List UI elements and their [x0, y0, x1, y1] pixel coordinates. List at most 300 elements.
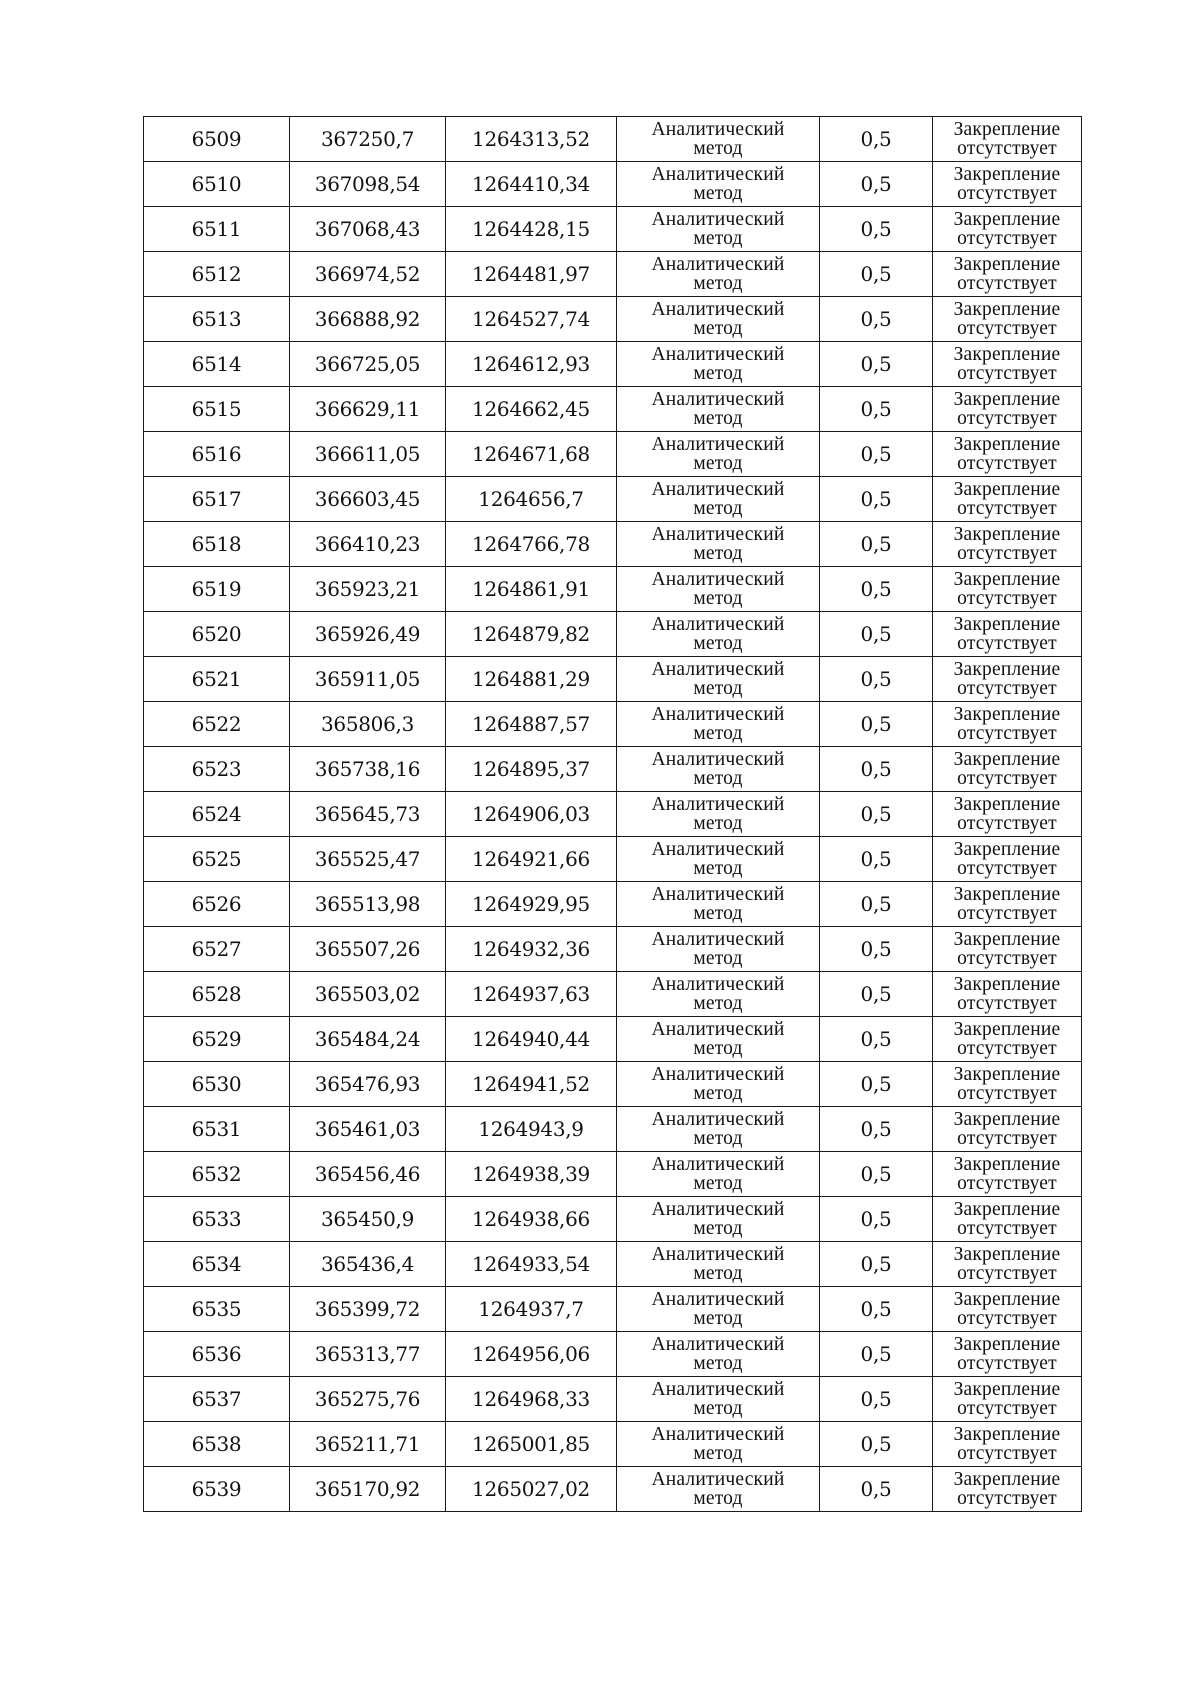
- method-cell: [617, 252, 820, 297]
- method-cell-line1: Аналитический: [651, 119, 785, 140]
- accuracy-cell: 0,5: [820, 1242, 933, 1287]
- y-coordinate-cell: 1264612,93: [446, 342, 617, 387]
- fixing-cell-line1: Закрепление: [953, 659, 1061, 680]
- table-row: [144, 1242, 1082, 1287]
- fixing-cell-line1: Закрепление: [953, 1109, 1061, 1130]
- method-cell-line2: метод: [693, 318, 743, 339]
- fixing-cell: [933, 1377, 1082, 1422]
- method-cell-line1: Аналитический: [651, 524, 785, 545]
- point-number-cell: 6531: [144, 1107, 290, 1152]
- method-cell-line2: метод: [693, 363, 743, 384]
- y-coordinate-cell: 1264410,34: [446, 162, 617, 207]
- table-row: [144, 567, 1082, 612]
- fixing-cell: [933, 882, 1082, 927]
- y-coordinate-cell: 1264671,68: [446, 432, 617, 477]
- fixing-cell-line2: отсутствует: [957, 993, 1057, 1014]
- y-coordinate-cell: 1265001,85: [446, 1422, 617, 1467]
- accuracy-cell: 0,5: [820, 342, 933, 387]
- y-coordinate-cell: 1264481,97: [446, 252, 617, 297]
- accuracy-cell: 0,5: [820, 477, 933, 522]
- method-cell-line2: метод: [693, 138, 743, 159]
- accuracy-cell: 0,5: [820, 567, 933, 612]
- point-number-cell: 6509: [144, 117, 290, 162]
- method-cell: [617, 342, 820, 387]
- method-cell: [617, 882, 820, 927]
- method-cell-line2: метод: [693, 858, 743, 879]
- table-row: [144, 1467, 1082, 1512]
- method-cell: [617, 1377, 820, 1422]
- accuracy-cell: 0,5: [820, 927, 933, 972]
- x-coordinate-cell: 366629,11: [290, 387, 446, 432]
- accuracy-cell: 0,5: [820, 387, 933, 432]
- x-coordinate-cell: 365275,76: [290, 1377, 446, 1422]
- method-cell: [617, 1332, 820, 1377]
- point-number-cell: 6513: [144, 297, 290, 342]
- method-cell-line1: Аналитический: [651, 659, 785, 680]
- table-row: [144, 747, 1082, 792]
- x-coordinate-cell: 365170,92: [290, 1467, 446, 1512]
- method-cell-line2: метод: [693, 498, 743, 519]
- x-coordinate-cell: 366611,05: [290, 432, 446, 477]
- x-coordinate-cell: 366603,45: [290, 477, 446, 522]
- x-coordinate-cell: 366974,52: [290, 252, 446, 297]
- table-row: [144, 117, 1082, 162]
- fixing-cell-line1: Закрепление: [953, 704, 1061, 725]
- accuracy-cell: 0,5: [820, 1377, 933, 1422]
- fixing-cell-line1: Закрепление: [953, 929, 1061, 950]
- table-row: [144, 882, 1082, 927]
- accuracy-cell: 0,5: [820, 1197, 933, 1242]
- x-coordinate-cell: 365507,26: [290, 927, 446, 972]
- point-number-cell: 6538: [144, 1422, 290, 1467]
- method-cell: [617, 612, 820, 657]
- point-number-cell: 6537: [144, 1377, 290, 1422]
- fixing-cell: [933, 297, 1082, 342]
- table-row: [144, 1062, 1082, 1107]
- method-cell-line1: Аналитический: [651, 794, 785, 815]
- method-cell: [617, 972, 820, 1017]
- fixing-cell-line2: отсутствует: [957, 1308, 1057, 1329]
- coordinates-table: [143, 116, 1082, 1512]
- fixing-cell-line2: отсутствует: [957, 678, 1057, 699]
- x-coordinate-cell: 365484,24: [290, 1017, 446, 1062]
- table-row: [144, 702, 1082, 747]
- fixing-cell-line2: отсутствует: [957, 813, 1057, 834]
- point-number-cell: 6526: [144, 882, 290, 927]
- fixing-cell-line2: отсутствует: [957, 858, 1057, 879]
- accuracy-cell: 0,5: [820, 207, 933, 252]
- fixing-cell-line2: отсутствует: [957, 273, 1057, 294]
- table-row: [144, 1107, 1082, 1152]
- fixing-cell-line1: Закрепление: [953, 974, 1061, 995]
- fixing-cell-line1: Закрепление: [953, 749, 1061, 770]
- accuracy-cell: 0,5: [820, 252, 933, 297]
- accuracy-cell: 0,5: [820, 1422, 933, 1467]
- x-coordinate-cell: 367098,54: [290, 162, 446, 207]
- method-cell-line1: Аналитический: [651, 434, 785, 455]
- accuracy-cell: 0,5: [820, 657, 933, 702]
- fixing-cell-line1: Закрепление: [953, 1424, 1061, 1445]
- method-cell-line2: метод: [693, 543, 743, 564]
- point-number-cell: 6522: [144, 702, 290, 747]
- method-cell-line2: метод: [693, 768, 743, 789]
- fixing-cell-line1: Закрепление: [953, 344, 1061, 365]
- fixing-cell-line1: Закрепление: [953, 1379, 1061, 1400]
- point-number-cell: 6510: [144, 162, 290, 207]
- table-row: [144, 1017, 1082, 1062]
- method-cell-line2: метод: [693, 1083, 743, 1104]
- y-coordinate-cell: 1264937,7: [446, 1287, 617, 1332]
- fixing-cell: [933, 1242, 1082, 1287]
- y-coordinate-cell: 1264861,91: [446, 567, 617, 612]
- fixing-cell: [933, 702, 1082, 747]
- x-coordinate-cell: 365738,16: [290, 747, 446, 792]
- y-coordinate-cell: 1265027,02: [446, 1467, 617, 1512]
- method-cell-line1: Аналитический: [651, 749, 785, 770]
- accuracy-cell: 0,5: [820, 1107, 933, 1152]
- method-cell-line1: Аналитический: [651, 1334, 785, 1355]
- method-cell-line1: Аналитический: [651, 389, 785, 410]
- method-cell-line2: метод: [693, 903, 743, 924]
- point-number-cell: 6536: [144, 1332, 290, 1377]
- table-row: [144, 1197, 1082, 1242]
- fixing-cell: [933, 342, 1082, 387]
- fixing-cell-line2: отсутствует: [957, 318, 1057, 339]
- fixing-cell: [933, 117, 1082, 162]
- fixing-cell-line2: отсутствует: [957, 903, 1057, 924]
- accuracy-cell: 0,5: [820, 1017, 933, 1062]
- fixing-cell-line2: отсутствует: [957, 1488, 1057, 1509]
- point-number-cell: 6524: [144, 792, 290, 837]
- y-coordinate-cell: 1264940,44: [446, 1017, 617, 1062]
- method-cell-line1: Аналитический: [651, 1064, 785, 1085]
- fixing-cell-line1: Закрепление: [953, 1064, 1061, 1085]
- table-row: [144, 972, 1082, 1017]
- point-number-cell: 6519: [144, 567, 290, 612]
- y-coordinate-cell: 1264887,57: [446, 702, 617, 747]
- fixing-cell-line2: отсутствует: [957, 1443, 1057, 1464]
- fixing-cell: [933, 1152, 1082, 1197]
- fixing-cell: [933, 972, 1082, 1017]
- fixing-cell-line1: Закрепление: [953, 524, 1061, 545]
- y-coordinate-cell: 1264956,06: [446, 1332, 617, 1377]
- method-cell-line1: Аналитический: [651, 1109, 785, 1130]
- method-cell-line2: метод: [693, 993, 743, 1014]
- method-cell-line2: метод: [693, 678, 743, 699]
- table-row: [144, 1332, 1082, 1377]
- point-number-cell: 6529: [144, 1017, 290, 1062]
- x-coordinate-cell: 365806,3: [290, 702, 446, 747]
- fixing-cell: [933, 207, 1082, 252]
- fixing-cell: [933, 252, 1082, 297]
- method-cell: [617, 1197, 820, 1242]
- method-cell-line2: метод: [693, 1218, 743, 1239]
- x-coordinate-cell: 365923,21: [290, 567, 446, 612]
- table-row: [144, 792, 1082, 837]
- method-cell-line1: Аналитический: [651, 1199, 785, 1220]
- table-row: [144, 432, 1082, 477]
- fixing-cell-line2: отсутствует: [957, 723, 1057, 744]
- table-row: [144, 297, 1082, 342]
- method-cell: [617, 387, 820, 432]
- accuracy-cell: 0,5: [820, 1467, 933, 1512]
- point-number-cell: 6528: [144, 972, 290, 1017]
- method-cell-line2: метод: [693, 1443, 743, 1464]
- method-cell-line1: Аналитический: [651, 1154, 785, 1175]
- table-row: [144, 162, 1082, 207]
- y-coordinate-cell: 1264879,82: [446, 612, 617, 657]
- x-coordinate-cell: 367068,43: [290, 207, 446, 252]
- accuracy-cell: 0,5: [820, 432, 933, 477]
- fixing-cell-line2: отсутствует: [957, 1263, 1057, 1284]
- method-cell: [617, 207, 820, 252]
- method-cell-line1: Аналитический: [651, 974, 785, 995]
- method-cell-line1: Аналитический: [651, 929, 785, 950]
- fixing-cell-line2: отсутствует: [957, 183, 1057, 204]
- method-cell-line2: метод: [693, 273, 743, 294]
- coordinates-table-body: [144, 117, 1082, 1512]
- fixing-cell-line1: Закрепление: [953, 614, 1061, 635]
- point-number-cell: 6535: [144, 1287, 290, 1332]
- method-cell-line2: метод: [693, 408, 743, 429]
- x-coordinate-cell: 365461,03: [290, 1107, 446, 1152]
- fixing-cell-line2: отсутствует: [957, 1128, 1057, 1149]
- point-number-cell: 6515: [144, 387, 290, 432]
- point-number-cell: 6512: [144, 252, 290, 297]
- x-coordinate-cell: 365313,77: [290, 1332, 446, 1377]
- fixing-cell: [933, 1197, 1082, 1242]
- fixing-cell-line1: Закрепление: [953, 479, 1061, 500]
- fixing-cell-line1: Закрепление: [953, 884, 1061, 905]
- point-number-cell: 6533: [144, 1197, 290, 1242]
- fixing-cell-line2: отсутствует: [957, 228, 1057, 249]
- y-coordinate-cell: 1264906,03: [446, 792, 617, 837]
- accuracy-cell: 0,5: [820, 522, 933, 567]
- method-cell: [617, 657, 820, 702]
- method-cell-line2: метод: [693, 1173, 743, 1194]
- fixing-cell: [933, 1107, 1082, 1152]
- y-coordinate-cell: 1264937,63: [446, 972, 617, 1017]
- method-cell: [617, 162, 820, 207]
- table-row: [144, 522, 1082, 567]
- method-cell-line2: метод: [693, 948, 743, 969]
- method-cell-line2: метод: [693, 183, 743, 204]
- fixing-cell: [933, 747, 1082, 792]
- method-cell-line2: метод: [693, 228, 743, 249]
- fixing-cell: [933, 522, 1082, 567]
- x-coordinate-cell: 365645,73: [290, 792, 446, 837]
- fixing-cell: [933, 1017, 1082, 1062]
- method-cell: [617, 567, 820, 612]
- method-cell-line1: Аналитический: [651, 704, 785, 725]
- point-number-cell: 6527: [144, 927, 290, 972]
- x-coordinate-cell: 365476,93: [290, 1062, 446, 1107]
- fixing-cell: [933, 1287, 1082, 1332]
- table-row: [144, 477, 1082, 522]
- point-number-cell: 6539: [144, 1467, 290, 1512]
- method-cell-line2: метод: [693, 1038, 743, 1059]
- fixing-cell-line1: Закрепление: [953, 254, 1061, 275]
- accuracy-cell: 0,5: [820, 162, 933, 207]
- fixing-cell-line2: отсутствует: [957, 1038, 1057, 1059]
- x-coordinate-cell: 365436,4: [290, 1242, 446, 1287]
- table-row: [144, 342, 1082, 387]
- fixing-cell: [933, 792, 1082, 837]
- fixing-cell: [933, 1332, 1082, 1377]
- method-cell-line1: Аналитический: [651, 344, 785, 365]
- method-cell-line1: Аналитический: [651, 1424, 785, 1445]
- fixing-cell-line1: Закрепление: [953, 1019, 1061, 1040]
- method-cell-line2: метод: [693, 1398, 743, 1419]
- fixing-cell-line2: отсутствует: [957, 588, 1057, 609]
- table-row: [144, 1287, 1082, 1332]
- fixing-cell-line1: Закрепление: [953, 569, 1061, 590]
- y-coordinate-cell: 1264943,9: [446, 1107, 617, 1152]
- method-cell-line2: метод: [693, 1263, 743, 1284]
- fixing-cell-line2: отсутствует: [957, 453, 1057, 474]
- method-cell: [617, 297, 820, 342]
- point-number-cell: 6520: [144, 612, 290, 657]
- method-cell-line1: Аналитический: [651, 569, 785, 590]
- fixing-cell-line2: отсутствует: [957, 1218, 1057, 1239]
- method-cell-line1: Аналитический: [651, 839, 785, 860]
- method-cell: [617, 1152, 820, 1197]
- y-coordinate-cell: 1264428,15: [446, 207, 617, 252]
- fixing-cell-line2: отсутствует: [957, 1083, 1057, 1104]
- fixing-cell: [933, 837, 1082, 882]
- method-cell: [617, 117, 820, 162]
- table-row: [144, 207, 1082, 252]
- accuracy-cell: 0,5: [820, 117, 933, 162]
- x-coordinate-cell: 367250,7: [290, 117, 446, 162]
- x-coordinate-cell: 365456,46: [290, 1152, 446, 1197]
- fixing-cell-line2: отсутствует: [957, 498, 1057, 519]
- fixing-cell-line2: отсутствует: [957, 768, 1057, 789]
- accuracy-cell: 0,5: [820, 792, 933, 837]
- fixing-cell-line2: отсутствует: [957, 1398, 1057, 1419]
- accuracy-cell: 0,5: [820, 1062, 933, 1107]
- accuracy-cell: 0,5: [820, 1152, 933, 1197]
- fixing-cell-line1: Закрепление: [953, 1244, 1061, 1265]
- fixing-cell-line2: отсутствует: [957, 363, 1057, 384]
- accuracy-cell: 0,5: [820, 1332, 933, 1377]
- method-cell-line1: Аналитический: [651, 1289, 785, 1310]
- accuracy-cell: 0,5: [820, 747, 933, 792]
- method-cell: [617, 1017, 820, 1062]
- accuracy-cell: 0,5: [820, 612, 933, 657]
- method-cell-line2: метод: [693, 588, 743, 609]
- accuracy-cell: 0,5: [820, 972, 933, 1017]
- method-cell-line1: Аналитический: [651, 884, 785, 905]
- table-row: [144, 1377, 1082, 1422]
- method-cell-line1: Аналитический: [651, 479, 785, 500]
- method-cell-line1: Аналитический: [651, 1244, 785, 1265]
- point-number-cell: 6534: [144, 1242, 290, 1287]
- fixing-cell-line1: Закрепление: [953, 1469, 1061, 1490]
- y-coordinate-cell: 1264656,7: [446, 477, 617, 522]
- x-coordinate-cell: 365399,72: [290, 1287, 446, 1332]
- method-cell-line1: Аналитический: [651, 1019, 785, 1040]
- accuracy-cell: 0,5: [820, 297, 933, 342]
- y-coordinate-cell: 1264938,66: [446, 1197, 617, 1242]
- x-coordinate-cell: 365525,47: [290, 837, 446, 882]
- y-coordinate-cell: 1264933,54: [446, 1242, 617, 1287]
- x-coordinate-cell: 366410,23: [290, 522, 446, 567]
- method-cell-line2: метод: [693, 453, 743, 474]
- point-number-cell: 6525: [144, 837, 290, 882]
- method-cell: [617, 1287, 820, 1332]
- method-cell-line1: Аналитический: [651, 299, 785, 320]
- fixing-cell-line1: Закрепление: [953, 1154, 1061, 1175]
- fixing-cell-line1: Закрепление: [953, 1289, 1061, 1310]
- point-number-cell: 6523: [144, 747, 290, 792]
- accuracy-cell: 0,5: [820, 882, 933, 927]
- fixing-cell-line2: отсутствует: [957, 948, 1057, 969]
- fixing-cell: [933, 477, 1082, 522]
- method-cell: [617, 1107, 820, 1152]
- point-number-cell: 6530: [144, 1062, 290, 1107]
- fixing-cell-line1: Закрепление: [953, 209, 1061, 230]
- method-cell: [617, 702, 820, 747]
- table-row: [144, 387, 1082, 432]
- method-cell: [617, 792, 820, 837]
- method-cell-line2: метод: [693, 1488, 743, 1509]
- fixing-cell: [933, 567, 1082, 612]
- method-cell-line2: метод: [693, 813, 743, 834]
- fixing-cell: [933, 927, 1082, 972]
- fixing-cell-line1: Закрепление: [953, 839, 1061, 860]
- method-cell-line1: Аналитический: [651, 614, 785, 635]
- y-coordinate-cell: 1264968,33: [446, 1377, 617, 1422]
- fixing-cell: [933, 432, 1082, 477]
- method-cell: [617, 1422, 820, 1467]
- y-coordinate-cell: 1264929,95: [446, 882, 617, 927]
- method-cell: [617, 1062, 820, 1107]
- accuracy-cell: 0,5: [820, 837, 933, 882]
- fixing-cell-line2: отсутствует: [957, 1353, 1057, 1374]
- method-cell: [617, 837, 820, 882]
- fixing-cell-line2: отсутствует: [957, 543, 1057, 564]
- method-cell: [617, 522, 820, 567]
- y-coordinate-cell: 1264941,52: [446, 1062, 617, 1107]
- x-coordinate-cell: 365450,9: [290, 1197, 446, 1242]
- fixing-cell-line2: отсутствует: [957, 138, 1057, 159]
- point-number-cell: 6521: [144, 657, 290, 702]
- fixing-cell-line2: отсутствует: [957, 408, 1057, 429]
- method-cell: [617, 927, 820, 972]
- fixing-cell: [933, 1062, 1082, 1107]
- point-number-cell: 6518: [144, 522, 290, 567]
- y-coordinate-cell: 1264921,66: [446, 837, 617, 882]
- x-coordinate-cell: 365911,05: [290, 657, 446, 702]
- fixing-cell: [933, 162, 1082, 207]
- fixing-cell-line1: Закрепление: [953, 1334, 1061, 1355]
- table-row: [144, 1152, 1082, 1197]
- x-coordinate-cell: 366888,92: [290, 297, 446, 342]
- table-row: [144, 1422, 1082, 1467]
- table-row: [144, 612, 1082, 657]
- x-coordinate-cell: 366725,05: [290, 342, 446, 387]
- method-cell-line1: Аналитический: [651, 1469, 785, 1490]
- x-coordinate-cell: 365503,02: [290, 972, 446, 1017]
- table-row: [144, 927, 1082, 972]
- fixing-cell-line1: Закрепление: [953, 794, 1061, 815]
- point-number-cell: 6516: [144, 432, 290, 477]
- x-coordinate-cell: 365513,98: [290, 882, 446, 927]
- table-row: [144, 252, 1082, 297]
- method-cell: [617, 747, 820, 792]
- fixing-cell-line1: Закрепление: [953, 389, 1061, 410]
